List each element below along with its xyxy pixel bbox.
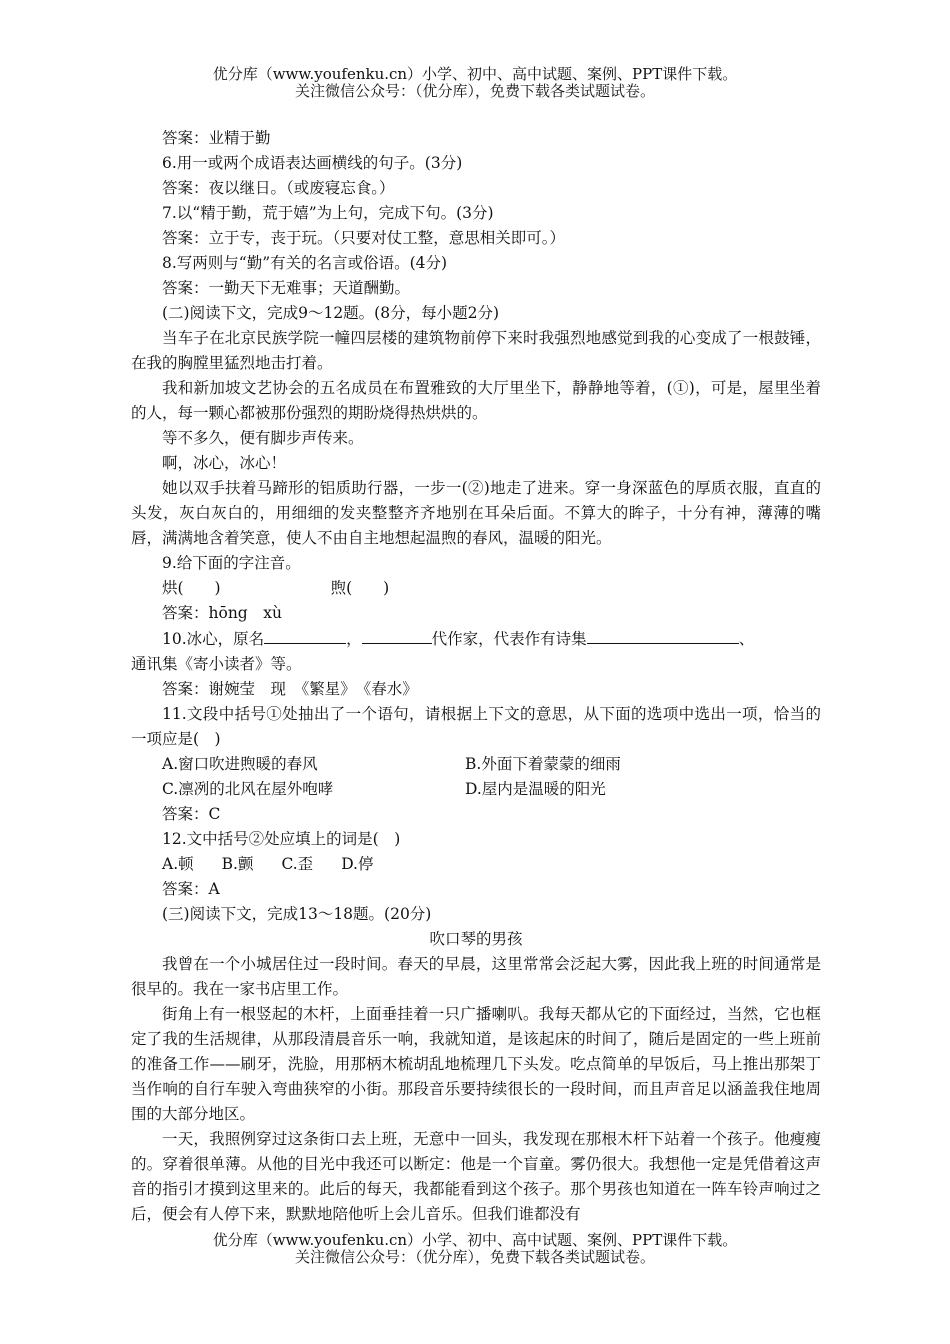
q11-answer: 答案：C <box>162 805 221 823</box>
section2-intro: (二)阅读下文，完成9～12题。(8分，每小题2分) <box>162 304 499 322</box>
q9-question: 9.给下面的字注音。 <box>162 554 301 572</box>
q12-option-b: B.颤 <box>221 855 254 873</box>
q7-question: 7.以“精于勤，荒于嬉”为上句，完成下句。(3分) <box>162 204 494 222</box>
footer-line-1: 优分库（www.youfenku.cn）小学、初中、高中试题、案例、PPT课件下载。 <box>212 1231 738 1249</box>
q12-answer: 答案：A <box>162 880 220 898</box>
q8-answer: 答案：一勤天下无难事；天道酬勤。 <box>162 279 411 297</box>
q10-question-line2: 通讯集《寄小读者》等。 <box>131 655 302 673</box>
section2-paragraph: 啊，冰心，冰心！ <box>162 454 287 472</box>
q12-option-a: A.顿 <box>162 855 194 873</box>
q10-blank-1[interactable] <box>264 626 346 644</box>
q11-question: 11.文段中括号①处抽出了一个语句，请根据上下文的意思，从下面的选项中选出一项，恰当的一项应是( ) <box>131 705 821 748</box>
q11-option-d: D.屋内是温暖的阳光 <box>465 780 606 798</box>
page-header <box>0 66 950 100</box>
q6-question: 6.用一或两个成语表达画横线的句子。(3分) <box>162 154 463 172</box>
q11-option-c: C.凛冽的北风在屋外咆哮 <box>162 780 334 798</box>
q10-answer: 答案：谢婉莹 现 《繁星》 《春水》 <box>162 680 418 698</box>
section3-paragraph: 街角上有一根竖起的木杆，上面垂挂着一只广播喇叭。我每天都从它的下面经过，当然，它也框定了我的生活规律，从那段清晨音乐一响，我就知道，是该起床的时间了，随后是固定的一些上班前的准备工作——刷牙，洗脸，用那柄木梳胡乱地梳理几下头发。吃点简单的早饭后，马上推出那架丁当作响的自行车驶入弯曲狭窄的小街。那段音乐要持续很长的一段时间，而且声音足以涵盖我住地周围的大部分地区。 <box>131 1005 821 1123</box>
q10-blank-2[interactable] <box>362 626 432 644</box>
q9-item-1: 烘( ) <box>162 579 221 597</box>
q11-option-a: A.窗口吹进煦暖的春风 <box>162 755 318 773</box>
q12-question: 12.文中括号②处应填上的词是( ) <box>162 830 401 848</box>
q9-answer: 答案：hōng xù <box>162 604 282 622</box>
section3-paragraph: 一天，我照例穿过这条街口去上班，无意中一回头，我发现在那根木杆下站着一个孩子。他瘦瘦的。穿着很单薄。从他的目光中我还可以断定：他是一个盲童。雾仍很大。我想他一定是凭借着这声音的指引才摸到这里来的。此后的每天，我都能看到这个孩子。那个男孩也知道在一阵车铃声响过之后，便会有人停下来，默默地陪他听上会儿音乐。但我们谁都没有 <box>131 1130 821 1223</box>
q10-blank-3[interactable] <box>587 626 739 644</box>
q12-option-d: D.停 <box>341 855 374 873</box>
q9-items <box>131 576 821 601</box>
header-line-1: 优分库（www.youfenku.cn）小学、初中、高中试题、案例、PPT课件下载。 <box>212 65 738 83</box>
q12-option-c: C.歪 <box>281 855 314 873</box>
q8-question: 8.写两则与“勤”有关的名言或俗语。(4分) <box>162 254 448 272</box>
section2-paragraph: 我和新加坡文艺协会的五名成员在布置雅致的大厅里坐下，静静地等着，(①)，可是，屋里坐着的人，每一颗心都被那份强烈的期盼烧得热烘烘的。 <box>131 379 821 422</box>
footer-line-2: 关注微信公众号：（优分库），免费下载各类试题试卷。 <box>294 1248 655 1266</box>
section3-paragraph: 我曾在一个小城居住过一段时间。春天的早晨，这里常常会泛起大雾，因此我上班的时间通常是很早的。我在一家书店里工作。 <box>131 955 821 998</box>
section3-intro: (三)阅读下文，完成13～18题。(20分) <box>162 905 432 923</box>
page-footer <box>0 1232 950 1266</box>
document-body <box>131 126 821 1227</box>
section2-paragraph: 等不多久，便有脚步声传来。 <box>162 429 364 447</box>
q7-answer: 答案：立于专，丧于玩。（只要对仗工整，意思相关即可。） <box>162 229 566 247</box>
q10-question: 10.冰心，原名 ， 代作家，代表作有诗集 、 <box>131 626 821 652</box>
q11-options-row-1 <box>131 752 821 777</box>
q9-item-2: 煦( ) <box>330 579 390 597</box>
q12-options <box>131 852 821 877</box>
q6-answer: 答案：夜以继日。（或废寝忘食。） <box>162 179 395 197</box>
header-line-2: 关注微信公众号：（优分库），免费下载各类试题试卷。 <box>294 82 655 100</box>
section3-title: 吹口琴的男孩 <box>429 930 523 948</box>
section2-paragraph: 当车子在北京民族学院一幢四层楼的建筑物前停下来时我强烈地感觉到我的心变成了一根鼓锤，在我的胸膛里猛烈地击打着。 <box>131 329 821 372</box>
q11-option-b: B.外面下着蒙蒙的细雨 <box>465 755 621 773</box>
q5-answer: 答案：业精于勤 <box>162 129 271 147</box>
section2-paragraph: 她以双手扶着马蹄形的铝质助行器，一步一(②)地走了进来。穿一身深蓝色的厚质衣服，直直的头发，灰白灰白的，用细细的发夹整整齐齐地别在耳朵后面。不算大的眸子，十分有神，薄薄的嘴唇，满满地含着笑意，使人不由自主地想起温煦的春风，温暖的阳光。 <box>131 479 821 547</box>
q11-options-row-2 <box>131 777 821 802</box>
